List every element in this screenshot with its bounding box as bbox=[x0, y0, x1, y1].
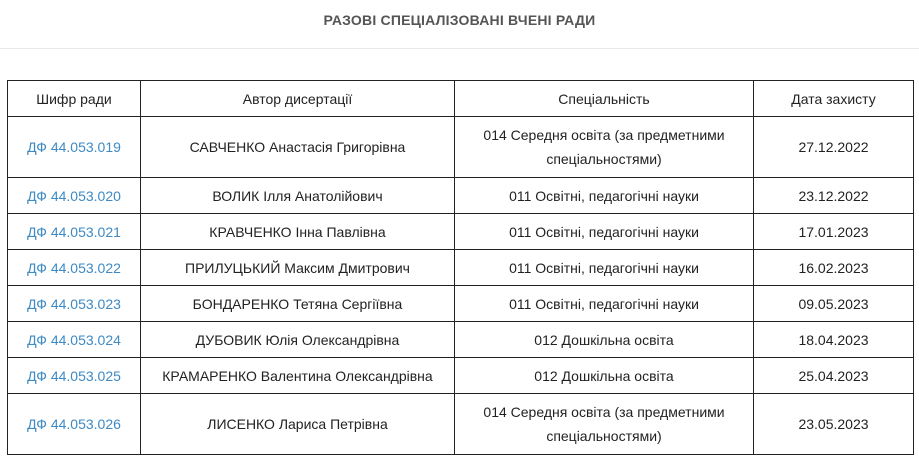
date-cell: 18.04.2023 bbox=[754, 322, 914, 358]
author-cell: ДУБОВИК Юлія Олександрівна bbox=[141, 322, 455, 358]
specialty-cell: 014 Середня освіта (за предметними спеціальностями) bbox=[455, 394, 754, 455]
code-cell bbox=[8, 322, 141, 358]
council-code-link[interactable]: ДФ 44.053.020 bbox=[27, 187, 121, 204]
author-cell: ВОЛИК Ілля Анатолійович bbox=[141, 178, 455, 214]
column-header-code: Шифр ради bbox=[8, 81, 141, 117]
councils-table bbox=[7, 80, 914, 455]
author-cell: ПРИЛУЦЬКИЙ Максим Дмитрович bbox=[141, 250, 455, 286]
code-cell bbox=[8, 394, 141, 455]
date-cell: 09.05.2023 bbox=[754, 286, 914, 322]
date-cell: 16.02.2023 bbox=[754, 250, 914, 286]
code-cell bbox=[8, 358, 141, 394]
specialty-cell: 012 Дошкільна освіта bbox=[455, 322, 754, 358]
code-cell bbox=[8, 286, 141, 322]
author-cell: КРАМАРЕНКО Валентина Олександрівна bbox=[141, 358, 455, 394]
table-row bbox=[8, 117, 914, 178]
table-row bbox=[8, 286, 914, 322]
code-cell bbox=[8, 117, 141, 178]
author-cell: КРАВЧЕНКО Інна Павлівна bbox=[141, 214, 455, 250]
column-header-author: Автор дисертації bbox=[141, 81, 455, 117]
date-cell: 25.04.2023 bbox=[754, 358, 914, 394]
specialty-cell: 014 Середня освіта (за предметними спеціальностями) bbox=[455, 117, 754, 178]
code-cell bbox=[8, 214, 141, 250]
date-cell: 27.12.2022 bbox=[754, 117, 914, 178]
table-header-row bbox=[8, 81, 914, 117]
council-code-link[interactable]: ДФ 44.053.021 bbox=[27, 223, 121, 240]
author-cell: ЛИСЕНКО Лариса Петрівна bbox=[141, 394, 455, 455]
council-code-link[interactable]: ДФ 44.053.023 bbox=[27, 295, 121, 312]
council-code-link[interactable]: ДФ 44.053.019 bbox=[27, 139, 121, 155]
table-row bbox=[8, 358, 914, 394]
author-cell: БОНДАРЕНКО Тетяна Сергіївна bbox=[141, 286, 455, 322]
council-code-link[interactable]: ДФ 44.053.026 bbox=[27, 416, 121, 432]
date-cell: 17.01.2023 bbox=[754, 214, 914, 250]
specialty-cell: 012 Дошкільна освіта bbox=[455, 358, 754, 394]
author-cell: САВЧЕНКО Анастасія Григорівна bbox=[141, 117, 455, 178]
table-row bbox=[8, 250, 914, 286]
date-cell: 23.12.2022 bbox=[754, 178, 914, 214]
specialty-cell: 011 Освітні, педагогічні науки bbox=[455, 286, 754, 322]
column-header-date: Дата захисту bbox=[754, 81, 914, 117]
specialty-cell: 011 Освітні, педагогічні науки bbox=[455, 250, 754, 286]
code-cell bbox=[8, 250, 141, 286]
table-row bbox=[8, 322, 914, 358]
council-code-link[interactable]: ДФ 44.053.025 bbox=[27, 367, 121, 384]
page-header bbox=[0, 0, 919, 49]
code-cell bbox=[8, 178, 141, 214]
council-code-link[interactable]: ДФ 44.053.024 bbox=[27, 331, 121, 348]
table-row bbox=[8, 394, 914, 455]
specialty-cell: 011 Освітні, педагогічні науки bbox=[455, 178, 754, 214]
specialty-cell: 011 Освітні, педагогічні науки bbox=[455, 214, 754, 250]
column-header-specialty: Спеціальність bbox=[455, 81, 754, 117]
table-row bbox=[8, 178, 914, 214]
table-row bbox=[8, 214, 914, 250]
page-title: РАЗОВІ СПЕЦІАЛІЗОВАНІ ВЧЕНІ РАДИ bbox=[323, 12, 596, 28]
council-code-link[interactable]: ДФ 44.053.022 bbox=[27, 259, 121, 276]
date-cell: 23.05.2023 bbox=[754, 394, 914, 455]
